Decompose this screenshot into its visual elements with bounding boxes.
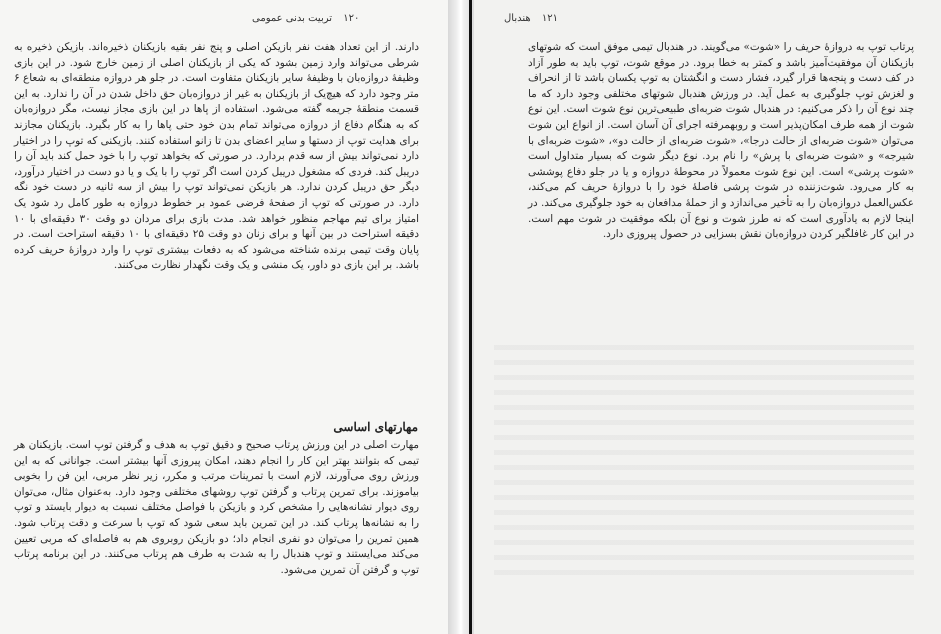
bleed-through-area: [494, 345, 914, 575]
book-spine: [469, 0, 472, 634]
section-heading: مهارتهای اساسی: [333, 420, 418, 434]
right-page-header: [504, 13, 558, 24]
section-paragraph: مهارت اصلی در این ورزش پرتاب صحیح و دقیق توپ به هدف و گرفتن توپ است. بازیکنان هر تیمی که بتوانند بهتر این کار را انجام دهند، امکان پیروزی آنها بیشتر است. جوانانی که به این ورزش روی می‌آورند، لازم است با تمرینات مرتب و مکرر، زیر نظر مربی، این فن را بخوبی بیاموزند. برای تمرین پرتاب و گرفتن توپ روشهای مختلفی وجود دارد. به‌عنوان مثال، می‌توان روی دیوار نشانه‌هایی را مشخص کرد و بازیکن با فواصل مختلف نسبت به دیوار بایستد و توپ را به نشانه‌ها پرتاب کند. در این تمرین باید سعی شود که توپ با سرعت و دقت پرتاب شود. همین تمرین را می‌توان دو نفری انجام داد؛ دو بازیکن روبروی هم به فاصله‌ای که مربی تعیین می‌کند می‌ایستند و توپ هندبال را به شدت به طرف هم پرتاب می‌کنند. در این برنامه پرتاب توپ و گرفتن آن تمرین می‌شود.: [14, 439, 419, 576]
left-page-header: [252, 13, 359, 24]
left-page: [0, 0, 448, 634]
right-page: [474, 0, 941, 634]
right-page-number: ۱۲۱: [541, 13, 558, 24]
left-running-header: تربیت بدنی عمومی: [252, 13, 333, 24]
left-body-paragraph: دارند. از این تعداد هفت نفر بازیکن اصلی و پنج نفر بقیه بازیکنان ذخیره‌اند. بازیکن ذخیره به شرطی می‌تواند وارد زمین بشود که یکی از بازیکنان اصلی از زمین خارج شود. در این بازی وظیفهٔ دروازه‌بان با وظیفهٔ سایر بازیکنان متفاوت است. در جلو هر دروازه منطقه‌ای به شعاع ۶ متر وجود دارد که هیچ‌یک از بازیکنان به غیر از دروازه‌بان حق داخل شدن در آن را ندارد. به این قسمت منطقهٔ جریمه گفته می‌شود. استفاده از پاها در این بازی مجاز نیست، مگر دروازه‌بان که به هنگام دفاع از دروازه می‌تواند تمام بدن خود حتی پاها را به کار بگیرد. بازیکنان مجازند برای هدایت توپ از دستها و سایر اعضای بدن تا زانو استفاده کنند. بازیکنی که توپ را در اختیار دارد نمی‌تواند بیش از سه قدم بردارد. در صورتی که بخواهد توپ را با خود حمل کند باید آن را دریبل کند. فردی که مشغول دریبل کردن است اگر توپ را با یک و یا دو دست در اختیار درآورد، دیگر حق دریبل کردن ندارد. هر بازیکن نمی‌تواند توپ را بیش از سه ثانیه در دست خود نگه دارد. در صورتی که توپ از صفحهٔ فرضی عمود بر خطوط دروازه به طور کامل رد شود یک امتیاز برای تیم مهاجم منظور خواهد شد. مدت بازی برای مردان دو وقت ۳۰ دقیقه‌ای با ۱۰ دقیقه استراحت در بین آنها و برای زنان دو وقت ۲۵ دقیقه‌ای با ۱۰ دقیقه استراحت است. در پایان وقت تیمی برنده شناخته می‌شود که به دفعات بیشتری توپ را وارد دروازهٔ حریف کرده باشد. بر این بازی دو داور، یک منشی و یک وقت نگهدار نظارت می‌کنند.: [14, 41, 419, 272]
right-running-header: هندبال: [504, 13, 531, 24]
right-body-paragraph: پرتاب توپ به دروازهٔ حریف را «شوت» می‌گویند. در هندبال تیمی موفق است که شوتهای بازیکنان آن موفقیت‌آمیز باشد و کمتر به خطا برود. در موقع شوت، توپ باید به طور آزاد در کف دست و پنجه‌ها قرار گیرد، فشار دست و انگشتان به توپ یکسان باشد تا از انحراف و لغزش توپ جلوگیری به عمل آید. در ورزش هندبال شوتهای مختلفی وجود دارد که ما چند نوع آن را ذکر می‌کنیم: در هندبال شوت ضربه‌ای طبیعی‌ترین نوع شوت است. این نوع شوت از همه طرف امکان‌پذیر است و روبهمرفته اجرای آن آسان است. از انواع این شوت می‌توان «شوت ضربه‌ای از حالت درجا»، «شوت ضربه‌ای از حالت دو»، «شوت ضربه‌ای با شیرجه» و «شوت ضربه‌ای با پرش» را نام برد. نوع دیگر شوت که بسیار متداول است «شوت پرشی» است. این نوع شوت معمولاً در محوطهٔ دروازه و یا در جلو دفاع پوششی به کار می‌رود. شوت‌زننده در شوت پرشی فاصلهٔ خود را با دروازهٔ حریف کم می‌کند، عکس‌العمل دروازه‌بان را به تأخیر می‌اندازد و از حملهٔ مدافعان به خود جلوگیری می‌کند. در اینجا لازم به یادآوری است که نه طرز شوت و نوع آن بلکه موفقیت در شوت مهم است. در این کار غافلگیر کردن دروازه‌بان نقش بسزایی در حصول پیروزی دارد.: [528, 41, 914, 241]
left-page-number: ۱۲۰: [343, 13, 360, 24]
